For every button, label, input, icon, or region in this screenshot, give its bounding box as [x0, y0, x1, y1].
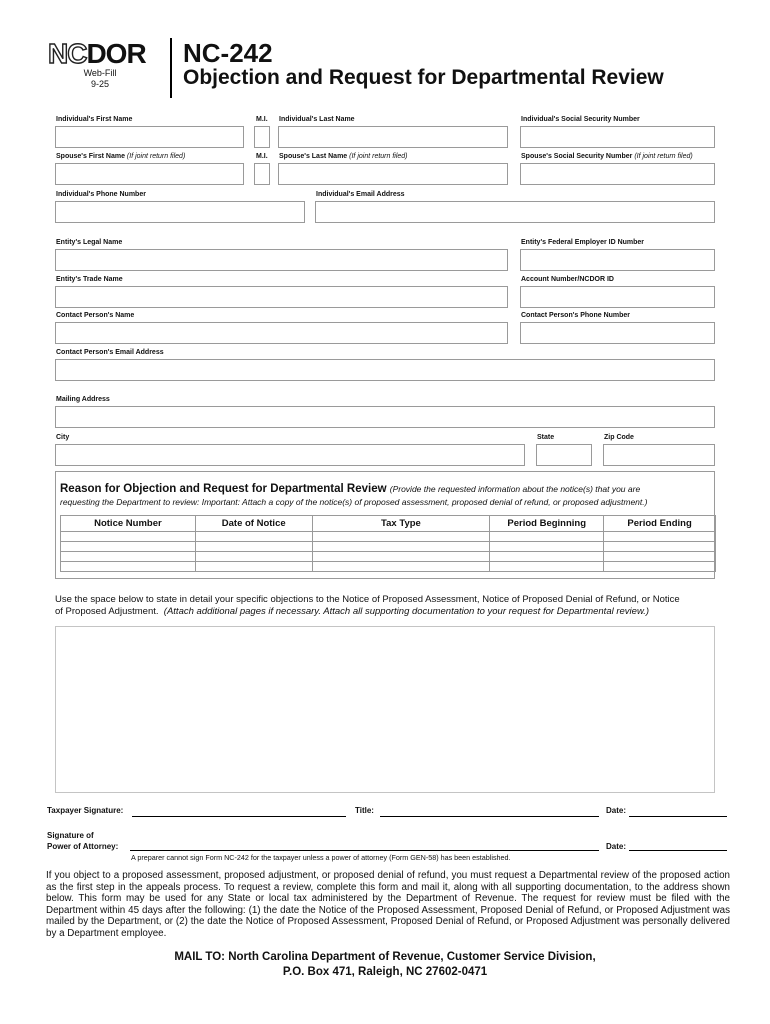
table-cell[interactable] — [604, 542, 716, 552]
table-cell[interactable] — [604, 532, 716, 542]
web-fill-version — [80, 68, 120, 90]
trade-name-input[interactable] — [55, 286, 508, 308]
contact-email-label: Contact Person's Email Address — [56, 349, 164, 356]
ssn-label: Individual's Social Security Number — [521, 116, 640, 123]
taxpayer-signature-label: Taxpayer Signature: — [47, 806, 124, 815]
table-cell[interactable] — [490, 552, 604, 562]
title-line[interactable] — [380, 815, 599, 817]
first-name-input[interactable] — [55, 126, 244, 148]
instructions-line-2: of Proposed Adjustment. (Attach additional pages if necessary. Attach all supporting documentation to your request for Departmental review.) — [55, 606, 650, 617]
table-row — [61, 532, 716, 542]
mi-input[interactable] — [254, 126, 270, 148]
preparer-note: A preparer cannot sign Form NC-242 for the taxpayer unless a power of attorney (Form GEN-58) has been established. — [131, 853, 511, 862]
state-input[interactable] — [536, 444, 592, 466]
spouse-last-name-input[interactable] — [278, 163, 508, 185]
table-cell[interactable] — [61, 552, 196, 562]
entity-name-label: Entity's Legal Name — [56, 239, 123, 246]
city-label: City — [56, 434, 70, 441]
account-input[interactable] — [520, 286, 715, 308]
table-row — [61, 542, 716, 552]
mail-to-line-2: P.O. Box 471, Raleigh, NC 27602-0471 — [282, 966, 488, 978]
account-label: Account Number/NCDOR ID — [521, 276, 614, 283]
zip-input[interactable] — [603, 444, 715, 466]
title-label: Title: — [355, 806, 374, 815]
table-cell[interactable] — [604, 552, 716, 562]
mail-to-line-1: MAIL TO: North Carolina Department of Revenue, Customer Service Division, — [174, 951, 596, 963]
spouse-first-name-label: Spouse's First Name (If joint return filed) — [56, 153, 186, 160]
last-name-input[interactable] — [278, 126, 508, 148]
state-label: State — [537, 434, 555, 441]
table-cell[interactable] — [195, 552, 312, 562]
phone-label: Individual's Phone Number — [56, 191, 146, 198]
table-cell[interactable] — [312, 532, 490, 542]
table-cell[interactable] — [312, 542, 490, 552]
col-notice-number: Notice Number — [61, 516, 196, 532]
table-cell[interactable] — [195, 532, 312, 542]
instructions-line-1: Use the space below to state in detail your specific objections to the Notice of Proposed Assessment, Notice of Proposed Denial of Refund, or Notice — [55, 594, 680, 605]
contact-email-input[interactable] — [55, 359, 715, 381]
fein-input[interactable] — [520, 249, 715, 271]
mailing-address-label: Mailing Address — [56, 396, 110, 403]
spouse-ssn-label: Spouse's Social Security Number (If joint return filed) — [521, 153, 693, 160]
table-row — [61, 562, 716, 572]
ncdor-logo: NCDOR — [48, 38, 146, 69]
table-cell[interactable] — [61, 542, 196, 552]
form-title: Objection and Request for Departmental Review — [183, 66, 664, 89]
zip-label: Zip Code — [604, 434, 634, 441]
email-input[interactable] — [315, 201, 715, 223]
poa-date-line[interactable] — [629, 849, 727, 851]
fein-label: Entity's Federal Employer ID Number — [521, 239, 645, 246]
phone-input[interactable] — [55, 201, 305, 223]
appeal-instructions-paragraph: If you object to a proposed assessment, proposed adjustment, or proposed denial of refund, you must request a Departmental review of the proposed action as the first step in the appeals process. To request a review, complete this form and mail it, along with all supporting documentation, to the address shown below. This form may be used for any State or local tax administered by the Department of Revenue. The request for review must be filed with the Department within 45 days after the following: (1) the date the Notice of the Proposed Assessment, Proposed Denial of Refund, or Proposed Adjustment was mailed by the Department, or (2) the date the Notice of Proposed Assessment, Proposed Denial of Refund, or Proposed Adjustment was personally delivered by a Department employee. — [46, 870, 730, 939]
poa-date-label: Date: — [606, 842, 627, 851]
trade-name-label: Entity's Trade Name — [56, 276, 123, 283]
poa-signature-line[interactable] — [130, 849, 599, 851]
last-name-label: Individual's Last Name — [279, 116, 355, 123]
table-cell[interactable] — [312, 562, 490, 572]
table-cell[interactable] — [61, 562, 196, 572]
col-tax-type: Tax Type — [312, 516, 490, 532]
objection-instructions — [55, 594, 715, 618]
table-cell[interactable] — [312, 552, 490, 562]
table-row — [61, 552, 716, 562]
mailing-address-input[interactable] — [55, 406, 715, 428]
contact-name-label: Contact Person's Name — [56, 312, 135, 319]
poa-signature-label: Signature of Power of Attorney: — [47, 831, 119, 851]
table-cell[interactable] — [604, 562, 716, 572]
city-input[interactable] — [55, 444, 525, 466]
table-cell[interactable] — [61, 532, 196, 542]
date-line[interactable] — [629, 815, 727, 817]
col-date-of-notice: Date of Notice — [195, 516, 312, 532]
spouse-first-name-input[interactable] — [55, 163, 244, 185]
table-cell[interactable] — [490, 562, 604, 572]
web-fill-label: Web-Fill — [83, 68, 117, 78]
version-label: 9-25 — [90, 79, 109, 89]
reason-section — [55, 471, 715, 579]
spouse-last-name-label: Spouse's Last Name (If joint return filed) — [279, 153, 408, 160]
date-label: Date: — [606, 806, 627, 815]
header-divider — [170, 38, 172, 98]
col-period-beginning: Period Beginning — [490, 516, 604, 532]
contact-phone-input[interactable] — [520, 322, 715, 344]
table-cell[interactable] — [490, 532, 604, 542]
notice-table-header — [61, 516, 716, 532]
col-period-ending: Period Ending — [604, 516, 716, 532]
table-cell[interactable] — [195, 542, 312, 552]
mi-label: M.I. — [256, 116, 268, 123]
form-number: NC-242 — [183, 38, 273, 68]
first-name-label: Individual's First Name — [56, 116, 133, 123]
table-cell[interactable] — [195, 562, 312, 572]
reason-subline: requesting the Department to review: Important: Attach a copy of the notice(s) of proposed assessment, proposed denial of refund, or proposed adjustment.) — [60, 497, 648, 507]
ssn-input[interactable] — [520, 126, 715, 148]
contact-phone-label: Contact Person's Phone Number — [521, 312, 631, 319]
spouse-mi-input[interactable] — [254, 163, 270, 185]
contact-name-input[interactable] — [55, 322, 508, 344]
objection-textarea[interactable] — [55, 626, 715, 793]
email-label: Individual's Email Address — [316, 191, 405, 198]
table-cell[interactable] — [490, 542, 604, 552]
reason-heading: Reason for Objection and Request for Departmental Review (Provide the requested information about the notice(s) that you are — [60, 483, 641, 495]
spouse-mi-label: M.I. — [256, 153, 268, 160]
notice-table — [60, 515, 716, 572]
entity-name-input[interactable] — [55, 249, 508, 271]
spouse-ssn-input[interactable] — [520, 163, 715, 185]
taxpayer-signature-line[interactable] — [132, 815, 346, 817]
